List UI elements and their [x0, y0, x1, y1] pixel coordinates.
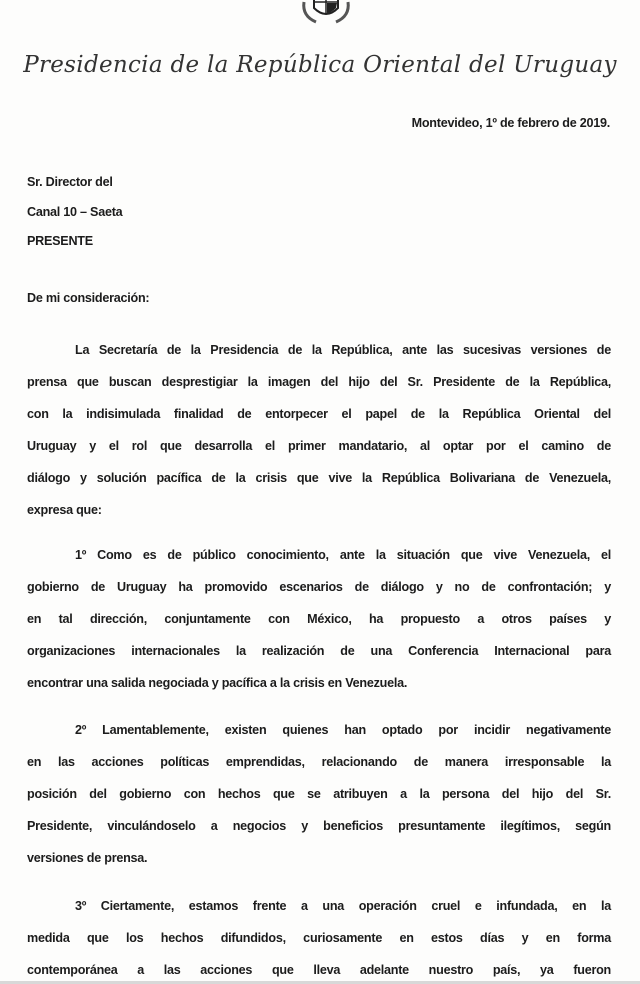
paragraph-3-line: en las acciones políticas emprendidas, relacionando de manera irresponsable la [27, 755, 611, 769]
paragraph-4-line: medida que los hechos difundidos, curiosamente en estos días y en forma [27, 931, 611, 945]
paragraph-1-line: La Secretaría de la Presidencia de la República, ante las sucesivas versiones de [75, 343, 611, 357]
paragraph-2-line: gobierno de Uruguay ha promovido escenarios de diálogo y no de confrontación; y [27, 580, 611, 594]
letterhead-title: Presidencia de la República Oriental del Uruguay [23, 52, 617, 78]
date-line: Montevideo, 1º de febrero de 2019. [411, 116, 610, 130]
paragraph-3-line: Presidente, vinculándoselo a negocios y beneficios presuntamente ilegítimos, según [27, 819, 611, 833]
paragraph-3-line: 2º Lamentablemente, existen quienes han optado por incidir negativamente [75, 723, 611, 737]
paragraph-3-line: versiones de prensa. [27, 851, 148, 865]
recipient-line: Canal 10 – Saeta [27, 205, 123, 219]
paragraph-4-line: contemporánea a las acciones que lleva adelante nuestro país, ya fueron [27, 963, 611, 977]
paragraph-2-line: en tal dirección, conjuntamente con México, ha propuesto a otros países y [27, 612, 611, 626]
coat-of-arms-seal [298, 0, 354, 24]
paragraph-1-line: prensa que buscan desprestigiar la imagen del hijo del Sr. Presidente de la República, [27, 375, 611, 389]
recipient-line: Sr. Director del [27, 175, 113, 189]
recipient-line: PRESENTE [27, 234, 93, 248]
paragraph-3-line: posición del gobierno con hechos que se atribuyen a la persona del hijo del Sr. [27, 787, 611, 801]
salutation: De mi consideración: [27, 291, 150, 305]
paragraph-2-line: organizaciones internacionales la realización de una Conferencia Internacional para [27, 644, 611, 658]
paragraph-2-line: 1º Como es de público conocimiento, ante la situación que vive Venezuela, el [75, 548, 611, 562]
paragraph-1-line: Uruguay y el rol que desarrolla el primer mandatario, al optar por el camino de [27, 439, 611, 453]
paragraph-1-line: expresa que: [27, 503, 102, 517]
paragraph-1-line: diálogo y solución pacífica de la crisis que vive la República Bolivariana de Venezuela, [27, 471, 611, 485]
paragraph-2-line: encontrar una salida negociada y pacífica a la crisis en Venezuela. [27, 676, 408, 690]
paragraph-1-line: con la indisimulada finalidad de entorpecer el papel de la República Oriental del [27, 407, 611, 421]
paragraph-4-line: 3º Ciertamente, estamos frente a una operación cruel e infundada, en la [75, 899, 611, 913]
